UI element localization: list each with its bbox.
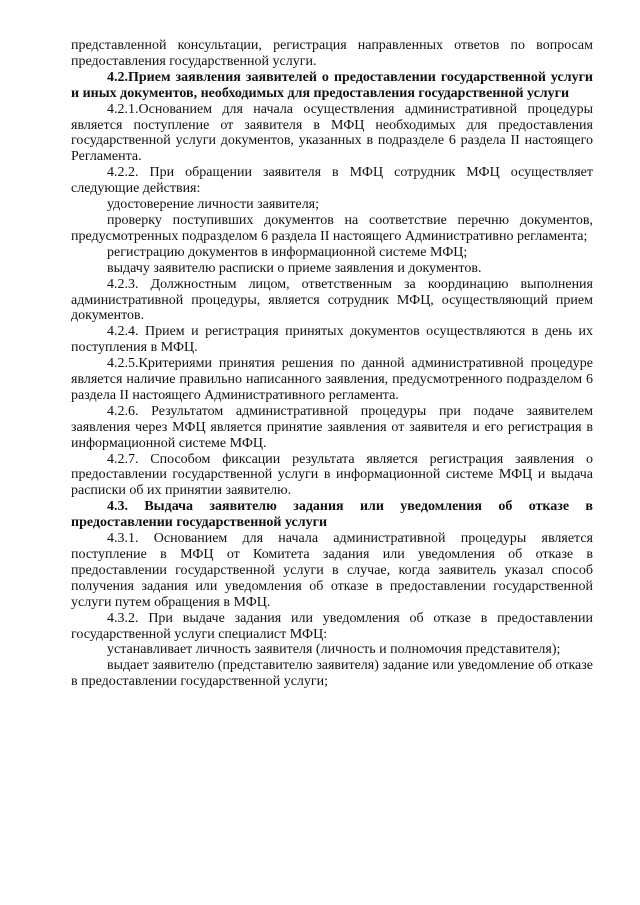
body-paragraph: представленной консультации, регистрация направленных ответов по вопросам предоставления государственной услуги. xyxy=(71,38,593,69)
body-paragraph: регистрацию документов в информационной системе МФЦ; xyxy=(107,244,468,260)
body-paragraph: 4.3.1. Основанием для начала административной процедуры является поступление в МФЦ от Комитета задания или уведомления об отказе в предоставлении государственной услуги в случае, когда заявитель указал способ получения задания или уведомления об отказе в предоставлении государственной услуги путем обращения в МФЦ. xyxy=(71,531,593,610)
body-paragraph: 4.2.7. Способом фиксации результата является регистрация заявления о предоставлении государственной услуги в информационной системе МФЦ и выдача расписки об их принятии заявителю. xyxy=(71,451,593,499)
body-paragraph: 4.2.4. Прием и регистрация принятых документов осуществляются в день их поступления в МФЦ. xyxy=(71,324,593,356)
body-paragraph: удостоверение личности заявителя; xyxy=(107,197,320,213)
body-paragraph: 4.2.3. Должностным лицом, ответственным за координацию выполнения административной процедуры, является сотрудник МФЦ, осуществляющий прием документов. xyxy=(71,276,593,324)
body-paragraph: 4.2.1.Основанием для начала осуществления административной процедуры является поступление от заявителя в МФЦ необходимых для предоставления государственной услуги документов, указанных в подразделе 6 раздела II настоящего Регламента. xyxy=(71,101,593,165)
section-heading: 4.3. Выдача заявителю задания или уведомления об отказе в предоставлении государственной услуги xyxy=(71,499,593,531)
body-paragraph: выдачу заявителю расписки о приеме заявления и документов. xyxy=(107,260,482,276)
section-heading: 4.2.Прием заявления заявителей о предоставлении государственной услуги и иных документов, необходимых для предоставления государственной услуги xyxy=(71,69,593,101)
body-paragraph: проверку поступивших документов на соответствие перечню документов, предусмотренных подразделом 6 раздела II настоящего Административно регламента; xyxy=(71,212,593,244)
document-page xyxy=(71,38,593,690)
body-paragraph: 4.2.6. Результатом административной процедуры при подаче заявителем заявления через МФЦ является принятие заявления от заявителя и его регистрация в информационной системе МФЦ. xyxy=(71,403,593,451)
body-paragraph: устанавливает личность заявителя (личность и полномочия представителя); xyxy=(107,642,561,658)
body-paragraph: 4.2.2. При обращении заявителя в МФЦ сотрудник МФЦ осуществляет следующие действия: xyxy=(71,165,593,197)
body-paragraph: выдает заявителю (представителю заявителя) задание или уведомление об отказе в предоставлении государственной услуги; xyxy=(71,658,593,690)
body-paragraph: 4.3.2. При выдаче задания или уведомления об отказе в предоставлении государственной услуги специалист МФЦ: xyxy=(71,610,593,642)
body-paragraph: 4.2.5.Критериями принятия решения по данной административной процедуре является наличие правильно написанного заявления, предусмотренного подразделом 6 раздела II настоящего Административного регламента. xyxy=(71,356,593,403)
